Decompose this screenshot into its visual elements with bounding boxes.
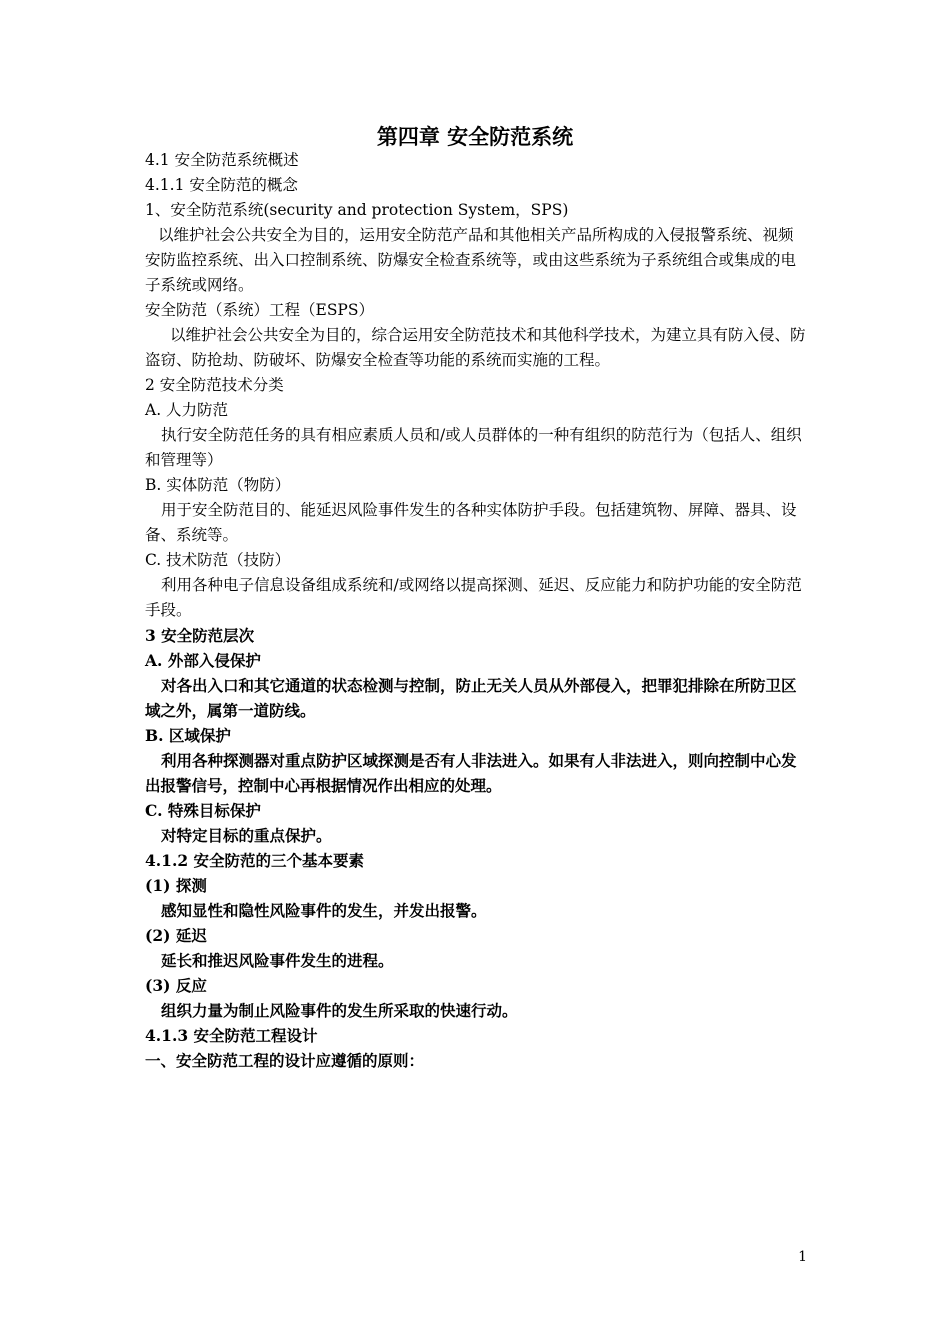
item-heading: A. 外部入侵保护 [145,651,261,670]
item-heading: (3) 反应 [145,976,207,995]
paragraph: 利用各种电子信息设备组成系统和/或网络以提高探测、延迟、反应能力和防护功能的安全防范手段。 [145,576,802,619]
item-heading: 2 安全防范技术分类 [145,376,284,394]
item-heading: 3 安全防范层次 [145,626,255,645]
item-heading: 一、安全防范工程的设计应遵循的原则： [145,1051,425,1070]
subsection-heading: 4.1.3 安全防范工程设计 [145,1026,318,1045]
paragraph: 对各出入口和其它通道的状态检测与控制，防止无关人员从外部侵入，把罪犯排除在所防卫区域之外，属第一道防线。 [145,676,797,720]
subsection-heading: 4.1.1 安全防范的概念 [145,176,298,194]
item-heading: A. 人力防范 [145,401,229,419]
paragraph: 用于安全防范目的、能延迟风险事件发生的各种实体防护手段。包括建筑物、屏障、器具、设备、系统等。 [145,501,797,544]
paragraph: 执行安全防范任务的具有相应素质人员和/或人员群体的一种有组织的防范行为（包括人、组织和管理等） [145,426,802,469]
document-body [145,148,808,1073]
paragraph: 对特定目标的重点保护。 [161,826,332,845]
item-heading: 1、安全防范系统(security and protection System，SPS) [145,201,569,219]
item-heading: (1) 探测 [145,876,207,895]
item-heading: 安全防范（系统）工程（ESPS） [145,301,374,319]
paragraph: 感知显性和隐性风险事件的发生，并发出报警。 [161,901,487,920]
item-heading: (2) 延迟 [145,926,207,945]
section-heading: 4.1 安全防范系统概述 [145,151,299,169]
item-heading: C. 特殊目标保护 [145,801,261,820]
subsection-heading: 4.1.2 安全防范的三个基本要素 [145,851,365,870]
paragraph: 延长和推迟风险事件发生的进程。 [161,951,394,970]
paragraph: 以维护社会公共安全为目的，运用安全防范产品和其他相关产品所构成的入侵报警系统、视频安防监控系统、出入口控制系统、防爆安全检查系统等，或由这些系统为子系统组合或集成的电子系统或网络。 [145,226,797,294]
item-heading: C. 技术防范（技防） [145,551,291,569]
paragraph: 以维护社会公共安全为目的，综合运用安全防范技术和其他科学技术，为建立具有防入侵、防盗窃、防抢劫、防破坏、防爆安全检查等功能的系统而实施的工程。 [145,326,806,369]
paragraph: 利用各种探测器对重点防护区域探测是否有人非法进入。如果有人非法进入，则向控制中心发出报警信号，控制中心再根据情况作出相应的处理。 [145,751,797,795]
page-number: 1 [798,1249,807,1265]
item-heading: B. 区域保护 [145,726,231,745]
item-heading: B. 实体防范（物防） [145,476,291,494]
chapter-title: 第四章 安全防范系统 [376,124,574,149]
paragraph: 组织力量为制止风险事件的发生所采取的快速行动。 [161,1001,518,1020]
